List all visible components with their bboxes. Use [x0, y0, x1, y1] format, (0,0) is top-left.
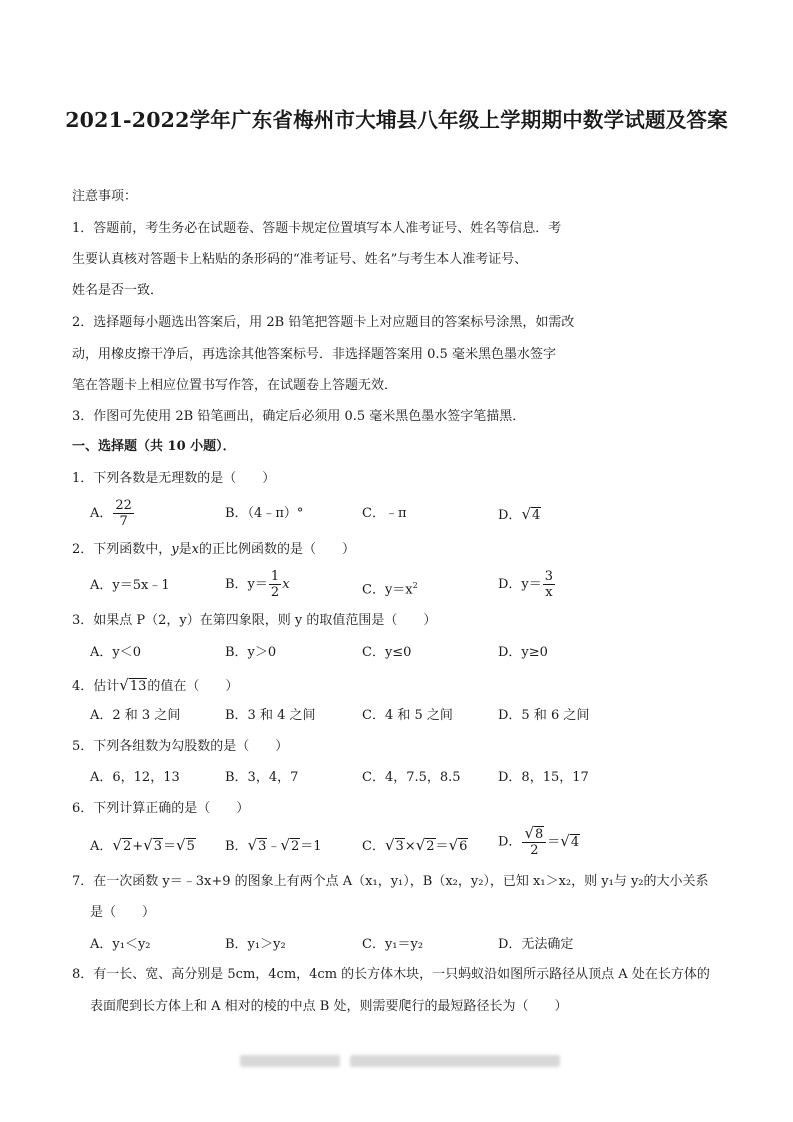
q2-option-d: D．y＝ $\frac{3}{x}$ [498, 569, 554, 600]
q3-option-b: B．y＞0 [225, 645, 277, 660]
q4-option-b: B．3 和 4 之间 [225, 708, 316, 723]
q4-option-c: C．4 和 5 之间 [362, 708, 453, 723]
q2-option-c: C．$y=x^2$ [362, 581, 418, 598]
question-3-stem: 3．如果点 P（2，y）在第四象限，则 y 的取值范围是（ ） [72, 613, 437, 628]
question-7-stem-cont: 是（ ） [90, 905, 156, 920]
q7-option-c: C．y₁＝y₂ [362, 937, 424, 952]
section-heading: 一、选择题（共 10 小题）． [72, 439, 236, 454]
footer-watermark [240, 1055, 340, 1067]
q2-option-a: A．y＝5x﹣1 [90, 578, 170, 593]
question-4-stem: 4．估计√13的值在（ ） [72, 676, 239, 694]
q4-option-d: D．5 和 6 之间 [498, 708, 590, 723]
question-6-stem: 6．下列计算正确的是（ ） [72, 801, 250, 816]
q1-option-a: A． $\frac{22}{7}$ [90, 498, 132, 529]
question-5-stem: 5．下列各组数为勾股数的是（ ） [72, 739, 289, 754]
question-7-stem: 7．在一次函数 y＝﹣3x+9 的图象上有两个点 A（x₁，y₁），B（x₂，y₂），已知 x₁＞x₂，则 y₁与 y₂的大小关系 [72, 874, 709, 889]
q7-option-d: D．无法确定 [498, 937, 574, 952]
sqrt-symbol: √4 [521, 505, 541, 523]
q5-option-c: C．4，7.5，8.5 [362, 770, 461, 785]
q4-option-a: A．2 和 3 之间 [90, 708, 181, 723]
question-8-stem: 8．有一长、宽、高分别是 5cm，4cm，4cm 的长方体木块，一只蚂蚁沿如图所示路径从顶点 A 处在长方体的 [72, 967, 710, 982]
sqrt-symbol: √13 [119, 676, 147, 694]
question-1-stem: 1．下列各数是无理数的是（ ） [72, 471, 276, 486]
notice-line: 笔在答题卡上相应位置书写作答，在试题卷上答题无效． [72, 378, 398, 393]
question-2-stem: 2．下列函数中，y是x的正比例函数的是（ ） [72, 542, 356, 557]
q3-option-c: C．y≤0 [362, 645, 412, 660]
question-8-stem-cont: 表面爬到长方体上和 A 相对的棱的中点 B 处，则需要爬行的最短路径长为（ ） [90, 999, 568, 1014]
notice-heading: 注意事项： [72, 189, 138, 204]
notice-line: 生要认真核对答题卡上粘贴的条形码的“准考证号、姓名”与考生本人准考证号、 [72, 252, 528, 267]
q1-option-c: C．﹣π [362, 506, 407, 521]
q1-option-b: B．（4﹣π）° [225, 506, 304, 521]
footer-watermark [350, 1055, 560, 1067]
notice-line: 2．选择题每小题选出答案后，用 2B 铅笔把答题卡上对应题目的答案标号涂黑，如需改 [72, 315, 575, 330]
q2-option-b: B．y＝ $\frac{1}{2}$ x [225, 569, 290, 600]
page-title: 2021-2022学年广东省梅州市大埔县八年级上学期期中数学试题及答案 [65, 108, 728, 132]
q6-option-a: A．√2+√3＝√5 [90, 836, 195, 854]
q6-option-d: D． $\frac{√8}{2}$ ＝√4 [498, 824, 580, 858]
notice-line: 动，用橡皮擦干净后，再选涂其他答案标号．非选择题答案用 0.5 毫米黑色墨水签字 [72, 347, 556, 362]
q7-option-a: A．y₁＜y₂ [90, 937, 151, 952]
notice-line: 3．作图可先使用 2B 铅笔画出，确定后必须用 0.5 毫米黑色墨水签字笔描黑． [72, 409, 526, 424]
q7-option-b: B．y₁＞y₂ [225, 937, 286, 952]
q3-option-a: A．y＜0 [90, 645, 142, 660]
q5-option-d: D．8，15，17 [498, 770, 589, 785]
q6-option-c: C．√3×√2＝√6 [362, 836, 468, 854]
q6-option-b: B．√3﹣√2＝1 [225, 836, 322, 854]
notice-line: 1．答题前，考生务必在试题卷、答题卡规定位置填写本人准考证号、姓名等信息．考 [72, 221, 562, 236]
q5-option-b: B．3，4，7 [225, 770, 299, 785]
notice-line: 姓名是否一致． [72, 283, 164, 298]
q1-option-d: D．√4 [498, 505, 541, 523]
q3-option-d: D．y≥0 [498, 645, 548, 660]
q5-option-a: A．6，12，13 [90, 770, 180, 785]
